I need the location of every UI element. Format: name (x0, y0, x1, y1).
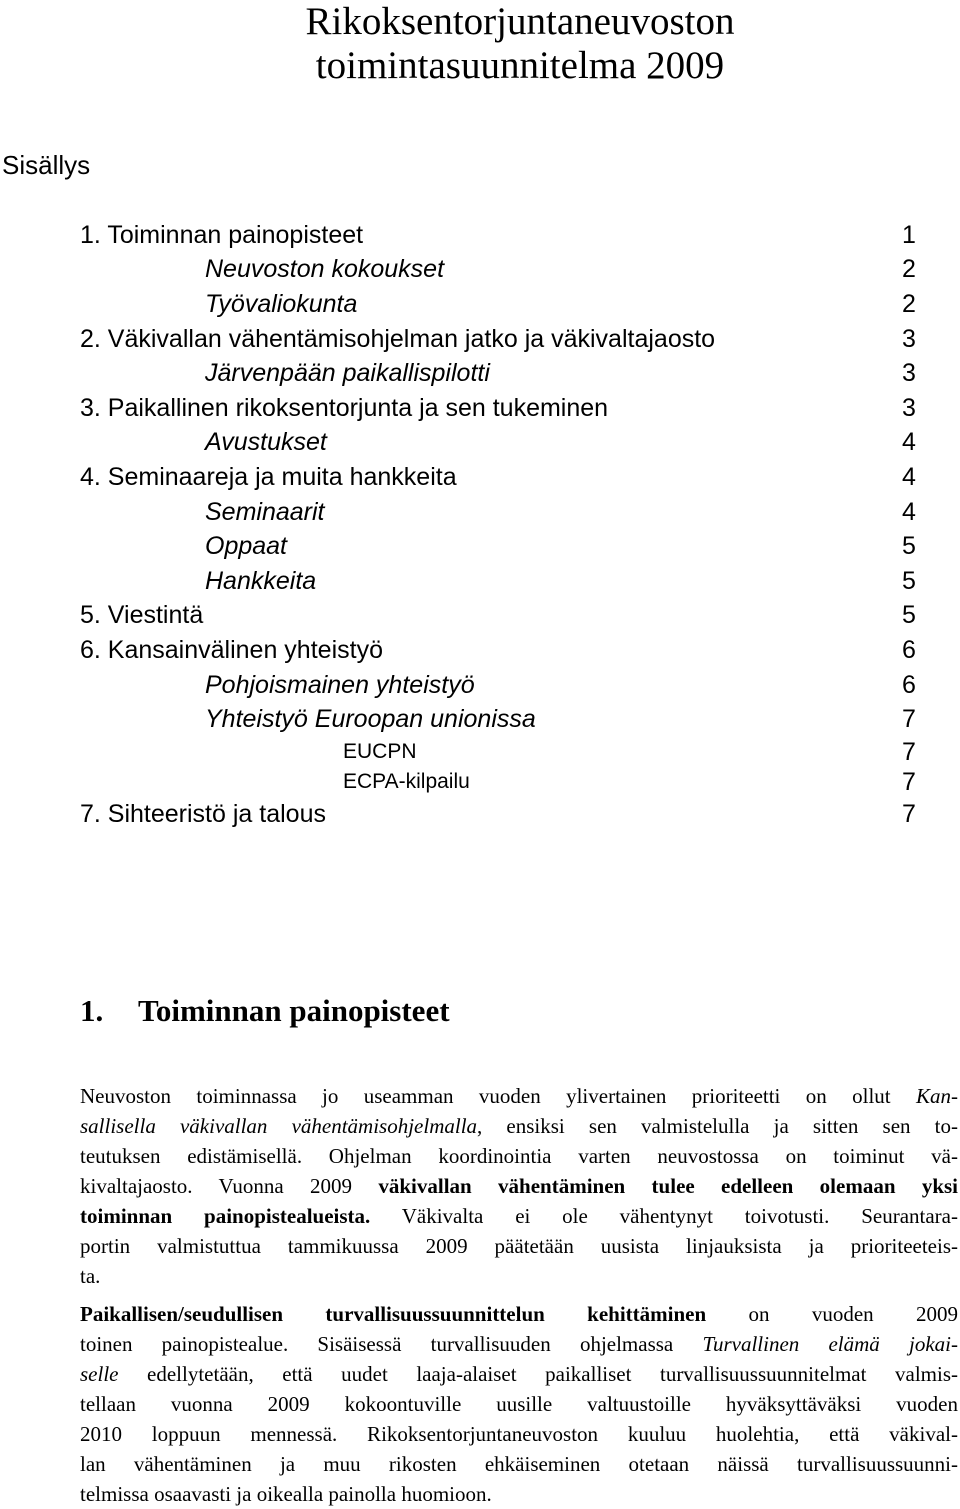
text-line: teutuksen edistämisellä. Ohjelman koordinointia varten neuvostossa on toiminut vä- (80, 1144, 958, 1168)
toc-item-text: Seminaarit (205, 498, 325, 526)
section-title: Toiminnan painopisteet (138, 993, 450, 1028)
title-line-2: toimintasuunnitelma 2009 (315, 44, 725, 87)
text-span: , ensiksi sen valmistelulla ja sitten sen to- (477, 1114, 958, 1138)
text-span: Väkivalta ei ole vähentynyt toivotusti. Seurantara- (370, 1204, 958, 1228)
document-title (0, 0, 960, 88)
toc-item-text: Työvaliokunta (205, 290, 358, 318)
text-span: edellytetään, että uudet laaja-alaiset paikalliset turvallisuussuunnitelmat valmis- (118, 1362, 958, 1386)
toc-item-text: 6. Kansainvälinen yhteistyö (80, 636, 383, 664)
text-line (80, 1171, 958, 1201)
toc-item-page: 7 (902, 800, 916, 828)
text-span: toinen painopistealue. Sisäisessä turvallisuuden ohjelmassa (80, 1332, 703, 1356)
toc-item-text: Hankkeita (205, 567, 317, 595)
paragraph-1 (80, 1081, 958, 1291)
toc-item-page: 1 (902, 221, 916, 249)
toc-item-page: 3 (902, 394, 916, 422)
section-number: 1. (80, 993, 104, 1028)
toc-item-text: Neuvoston kokoukset (205, 255, 445, 283)
toc-item-text: Avustukset (205, 428, 327, 456)
text-line: lan vähentäminen ja muu rikosten ehkäiseminen otetaan näissä turvallisuussuunni- (80, 1452, 958, 1476)
toc-item-text: 7. Sihteeristö ja talous (80, 800, 326, 828)
toc-item-text: Järvenpään paikallispilotti (205, 359, 490, 387)
toc-item-page: 5 (902, 532, 916, 560)
toc-item-text: 5. Viestintä (80, 601, 204, 629)
text-line: ta. (80, 1264, 101, 1288)
bold-text: väkivallan vähentäminen tulee edelleen olemaan yksi (378, 1174, 958, 1198)
toc-item-text: Yhteistyö Euroopan unionissa (205, 705, 536, 733)
italic-text: sallisella väkivallan vähentämisohjelmalla (80, 1114, 478, 1138)
toc-item-page: 4 (902, 498, 916, 526)
toc-item-page: 6 (902, 636, 916, 664)
toc-item-page: 6 (902, 671, 916, 699)
title-line-1: Rikoksentorjuntaneuvoston (305, 0, 735, 43)
toc-heading: Sisällys (2, 150, 91, 180)
toc-item-page: 7 (902, 768, 916, 796)
toc-item-page: 2 (902, 255, 916, 283)
text-line (80, 1081, 958, 1111)
text-line: portin valmistuttua tammikuussa 2009 päätetään uusista linjauksista ja prioriteeteis- (80, 1234, 958, 1258)
italic-text: Kan- (916, 1084, 958, 1108)
text-line (80, 1111, 958, 1141)
italic-text: Turvallinen elämä jokai- (702, 1332, 958, 1356)
toc-item-text: 2. Väkivallan vähentämisohjelman jatko ja väkivaltajaosto (80, 325, 716, 353)
toc-item-page: 4 (902, 428, 916, 456)
text-line (80, 1201, 958, 1231)
toc-item-page: 7 (902, 738, 916, 766)
text-span: Neuvoston toiminnassa jo useamman vuoden ylivertainen prioriteetti on ollut (80, 1084, 916, 1108)
text-span: kivaltajaosto. Vuonna 2009 (80, 1174, 379, 1198)
toc-item-page: 4 (902, 463, 916, 491)
toc-item-page: 2 (902, 290, 916, 318)
toc-item-text: 1. Toiminnan painopisteet (80, 221, 364, 249)
toc-item-page: 3 (902, 325, 916, 353)
toc-item-page: 5 (902, 567, 916, 595)
text-line (80, 1299, 958, 1329)
toc-item-text: Pohjoismainen yhteistyö (205, 671, 475, 699)
toc-item-text: 4. Seminaareja ja muita hankkeita (80, 463, 457, 491)
section-heading (80, 993, 450, 1029)
bold-text: Paikallisen/seudullisen turvallisuussuunnittelun kehittäminen (80, 1302, 707, 1326)
text-line: 2010 loppuun mennessä. Rikoksentorjuntaneuvoston kuuluu huolehtia, että väkival- (80, 1422, 958, 1446)
toc-item-page: 3 (902, 359, 916, 387)
text-line (80, 1359, 958, 1389)
italic-text: selle (80, 1362, 119, 1386)
toc-item-text: 3. Paikallinen rikoksentorjunta ja sen tukeminen (80, 394, 609, 422)
toc-item-text: ECPA-kilpailu (343, 770, 470, 793)
paragraph-2 (80, 1299, 958, 1509)
bold-text: toiminnan painopistealueista. (80, 1204, 371, 1228)
toc-item-text: EUCPN (343, 740, 417, 763)
text-span: on vuoden 2009 (706, 1302, 958, 1326)
text-line (80, 1329, 958, 1359)
toc-item-page: 7 (902, 705, 916, 733)
text-line: tellaan vuonna 2009 kokoontuville uusille valtuustoille hyväksyttäväksi vuoden (80, 1392, 958, 1416)
text-line: telmissa osaavasti ja oikealla painolla huomioon. (80, 1482, 492, 1506)
toc-item-text: Oppaat (205, 532, 288, 560)
toc-item-page: 5 (902, 601, 916, 629)
